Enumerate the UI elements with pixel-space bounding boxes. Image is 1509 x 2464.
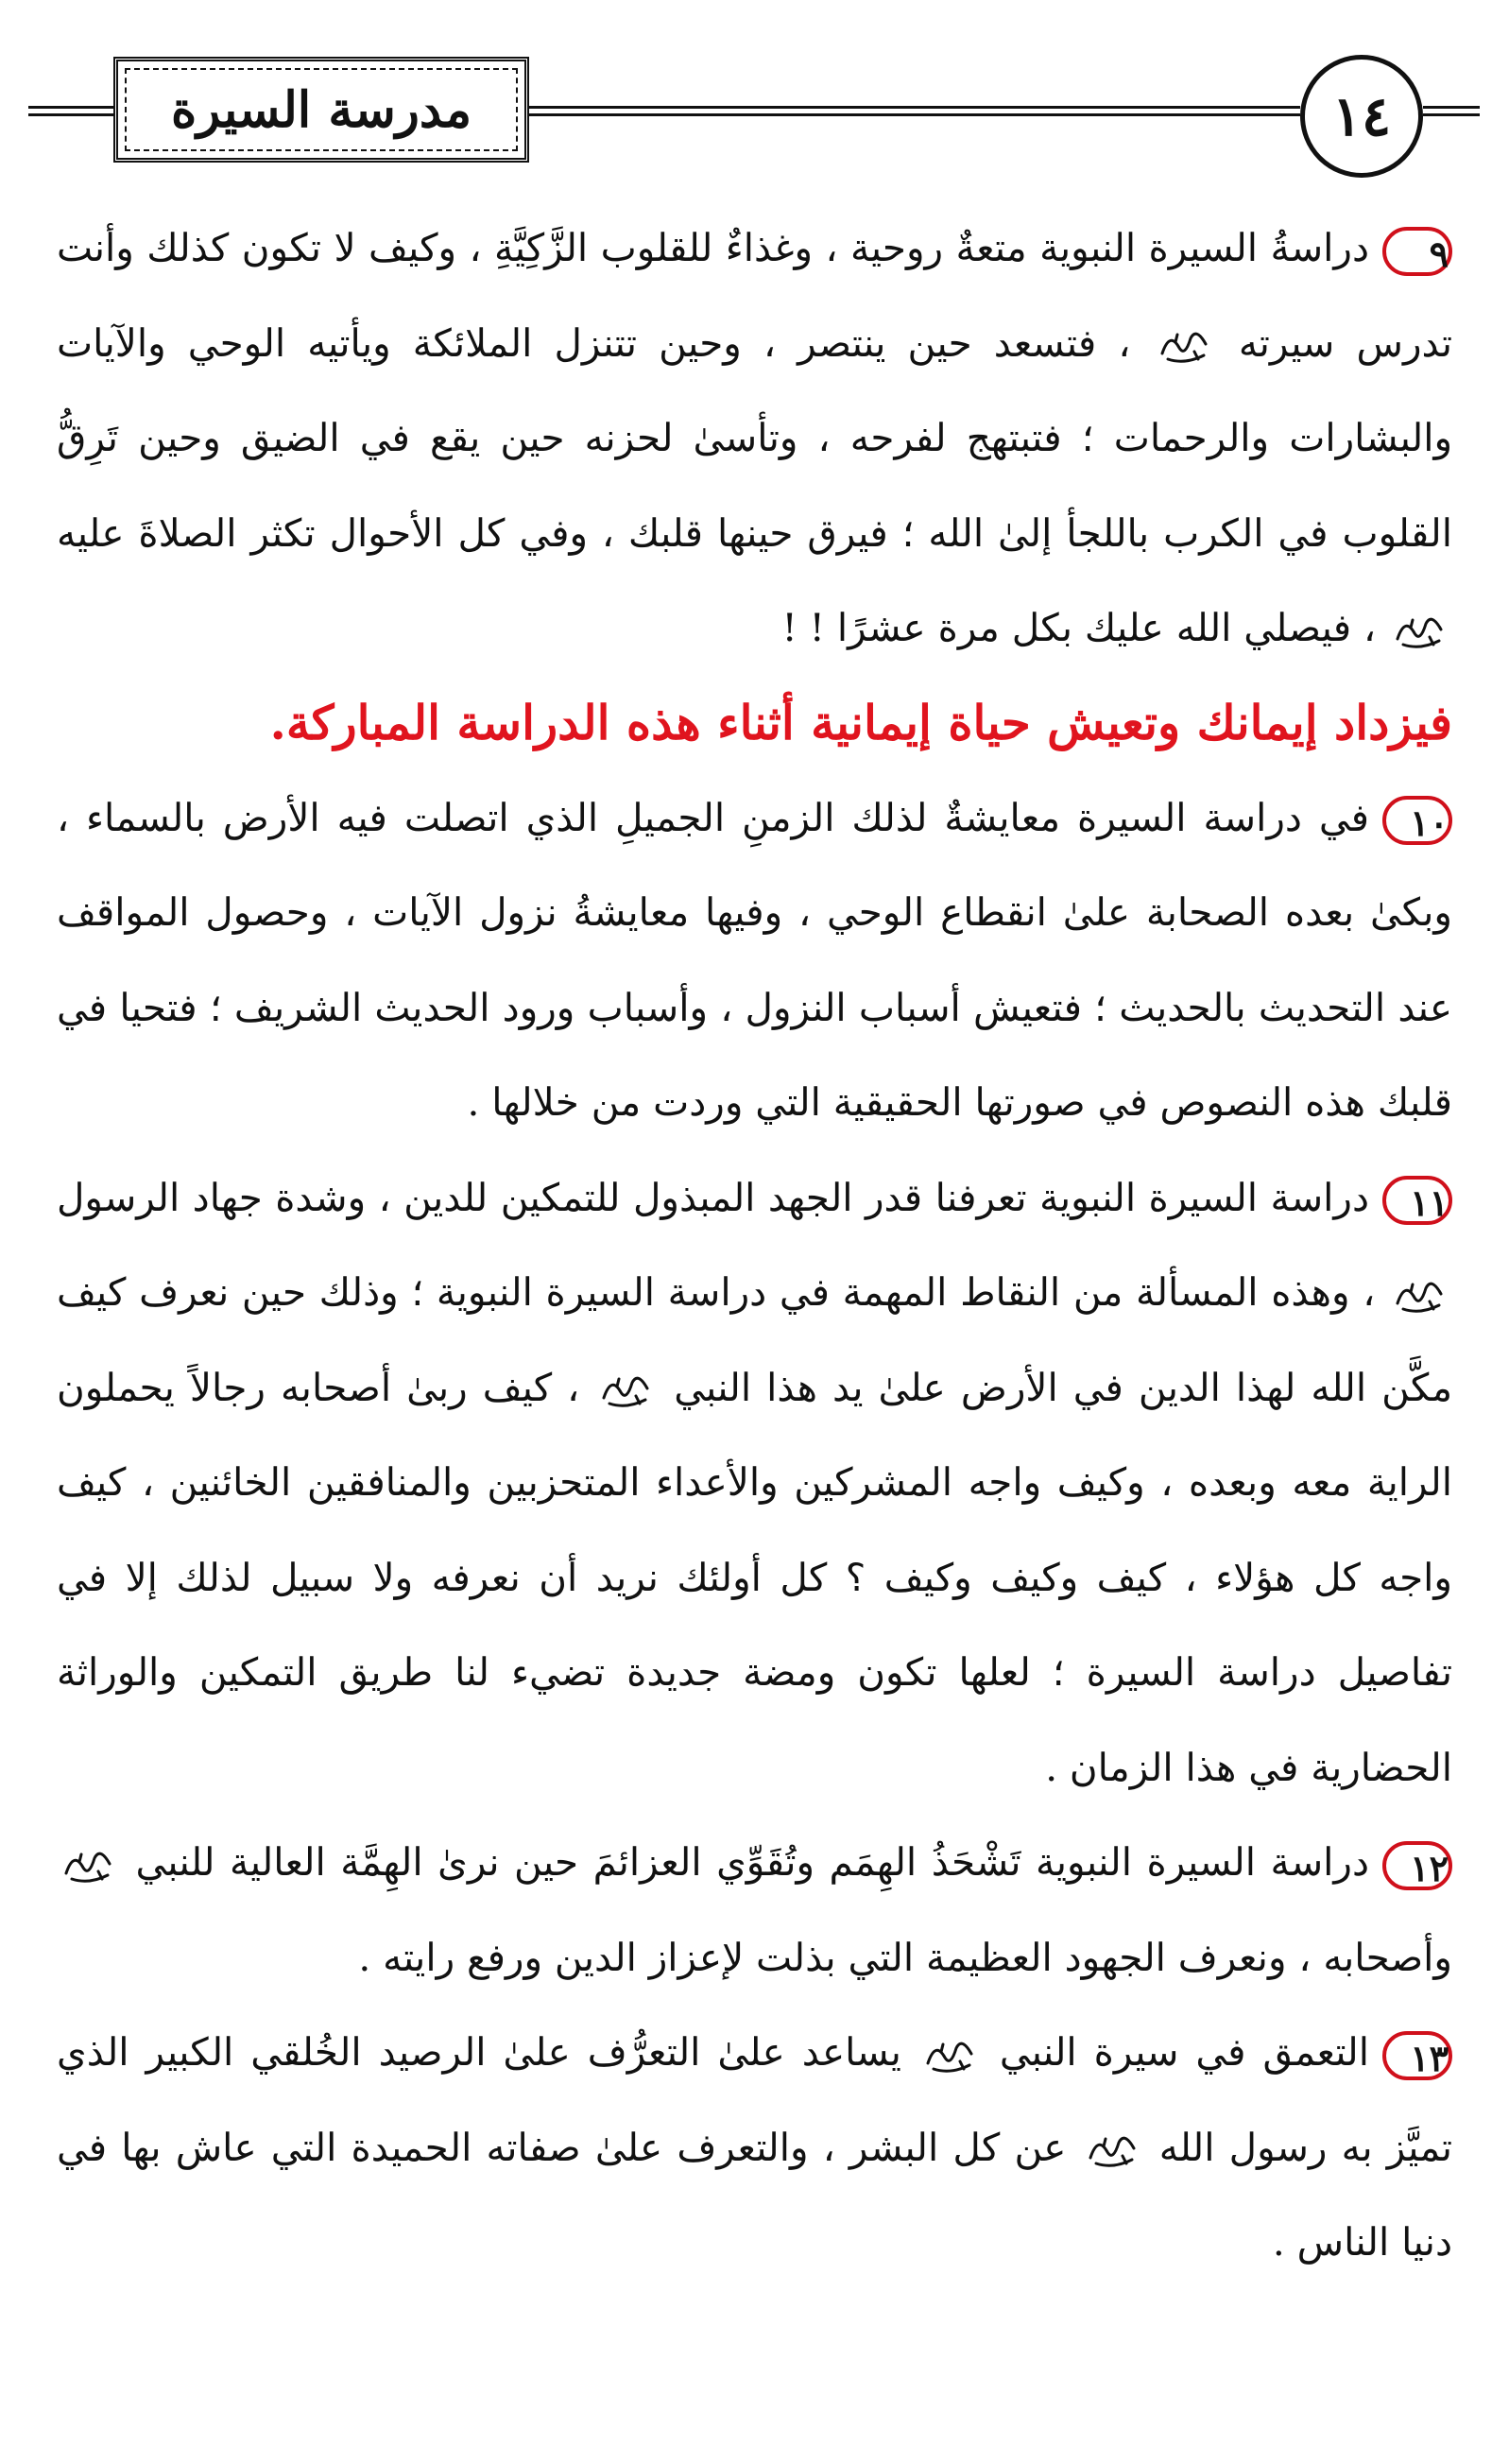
- highlight-line: فيزداد إيمانك وتعيش حياة إيمانية أثناء هذه الدراسة المباركة.: [269, 694, 1452, 750]
- salutation-ligature-icon: [924, 2035, 977, 2076]
- paragraph-number: ١٠: [1382, 796, 1452, 845]
- header-rule-middle-inner: [529, 113, 1300, 116]
- paragraph-text: التعمق في سيرة النبي: [999, 2029, 1370, 2075]
- salutation-ligature-icon: [1158, 325, 1211, 367]
- paragraph-number: ١٣: [1382, 2031, 1452, 2080]
- paragraph-text: عن كل البشر ، والتعرف علىٰ صفاته الحميدة التي عاش بها في دنيا الناس .: [57, 2124, 1452, 2265]
- paragraph-10: [57, 770, 1452, 1150]
- page-number: ١٤: [1300, 55, 1423, 178]
- paragraph-9: [57, 200, 1452, 676]
- paragraph-text: ، وهذه المسألة من النقاط المهمة في دراسة السيرة النبوية ؛ وذلك حين نعرف كيف مكَّن الله لهذا الدين في الأرض علىٰ يد هذا النبي: [57, 1269, 1453, 1410]
- paragraph-11: [57, 1150, 1452, 1816]
- page-header: [0, 0, 1509, 180]
- salutation-ligature-icon: [600, 1370, 653, 1411]
- paragraph-text: دراسة السيرة النبوية تَشْحَذُ الهِمَم وتُقَوِّي العزائمَ حين نرىٰ الهِمَّة العالية للنبي: [135, 1839, 1369, 1885]
- salutation-ligature-icon: [62, 1845, 115, 1887]
- paragraph-12: [57, 1815, 1452, 2005]
- paragraph-13: [57, 2005, 1452, 2290]
- book-title: مدرسة السيرة: [170, 80, 472, 139]
- paragraph-text: وأصحابه ، ونعرف الجهود العظيمة التي بذلت لإعزاز الدين ورفع رايته .: [358, 1934, 1452, 1980]
- book-title-plate: [113, 57, 529, 163]
- salutation-ligature-icon: [1394, 1275, 1447, 1317]
- header-rule-right: [1423, 106, 1480, 109]
- header-rule-right-inner: [1423, 113, 1480, 116]
- paragraph-number: ١١: [1382, 1176, 1452, 1225]
- header-rule-left: [28, 106, 115, 109]
- paragraph-text: في دراسة السيرة معايشةٌ لذلك الزمنِ الجميلِ الذي اتصلت فيه الأرض بالسماء ، وبكىٰ بعده الصحابة علىٰ انقطاع الوحي ، وفيها معايشةُ نزول الآيات ، وحصول المواقف عند التحديث بالحديث ؛ فتعيش أسباب النزول ، وأسباب ورود الحديث الشريف ؛ فتحيا في قلبك هذه النصوص في صورتها الحقيقية التي وردت من خلالها .: [57, 794, 1452, 1125]
- paragraph-text: دراسة السيرة النبوية تعرفنا قدر الجهد المبذول للتمكين للدين ، وشدة جهاد الرسول: [57, 1174, 1369, 1220]
- paragraph-number: ١٢: [1382, 1841, 1452, 1890]
- header-rule-middle: [529, 106, 1300, 109]
- paragraph-text: ، فيصلي الله عليك بكل مرة عشرًا ! !: [781, 605, 1377, 650]
- paragraph-text: دراسةُ السيرة النبوية متعةٌ روحية ، وغذاءٌ للقلوب الزَّكِيَّةِ ، وكيف لا تكون كذلك وأنت تدرس سيرته: [57, 225, 1453, 366]
- salutation-ligature-icon: [1087, 2129, 1140, 2171]
- header-rule-left-inner: [28, 113, 115, 116]
- salutation-ligature-icon: [1394, 611, 1447, 652]
- paragraph-number: ٩: [1382, 227, 1452, 276]
- paragraph-text: يساعد علىٰ التعرُّف علىٰ الرصيد الخُلقي الكبير الذي تميَّز به رسول الله: [57, 2029, 1453, 2170]
- page-content: [57, 200, 1452, 2290]
- paragraph-text: ، كيف ربىٰ أصحابه رجالاً يحملون الراية معه وبعده ، وكيف واجه المشركين والأعداء المتحزبين والمنافقين الخائنين ، كيف واجه كل هؤلاء ، كيف وكيف وكيف ؟ كل أولئك نريد أن نعرفه ولا سبيل لذلك إلا في تفاصيل دراسة السيرة ؛ لعلها تكون ومضة جديدة تضيء لنا طريق التمكين والوراثة الحضارية في هذا الزمان .: [57, 1364, 1453, 1790]
- paragraph-text: ، فتسعد حين ينتصر ، وحين تتنزل الملائكة ويأتيه الوحي والآيات والبشارات والرحمات ؛ فتبتهج لفرحه ، وتأسىٰ لحزنه حين يقع في الضيق وحين تَرِقُّ القلوب في الكرب باللجأ إلىٰ الله ؛ فيرق حينها قلبك ، وفي كل الأحوال تكثر الصلاةَ عليه: [57, 319, 1452, 556]
